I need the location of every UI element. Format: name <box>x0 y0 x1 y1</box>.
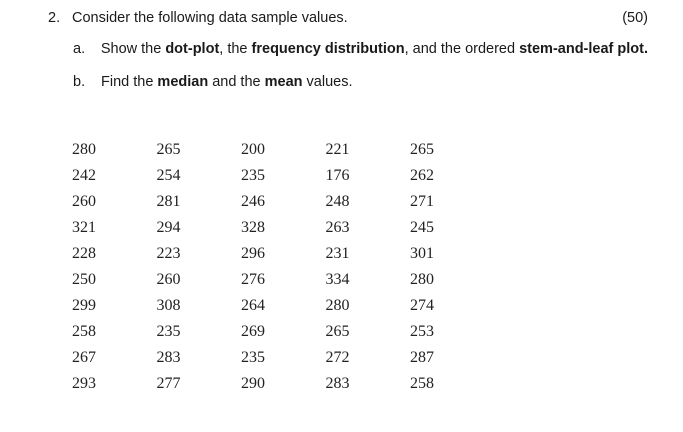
data-row <box>72 163 495 189</box>
data-value-cell: 269 <box>241 323 265 340</box>
bold-term: mean <box>264 74 303 90</box>
data-value-cell: 235 <box>241 167 265 184</box>
data-value-cell: 254 <box>156 167 181 184</box>
data-value-cell: 263 <box>325 219 350 236</box>
question-number: 2. <box>48 10 61 26</box>
data-value-cell: 262 <box>410 167 434 184</box>
data-value-cell: 223 <box>156 245 181 262</box>
text-segment: values. <box>302 74 353 90</box>
part-b-text <box>101 73 353 91</box>
data-value-cell: 245 <box>410 219 434 236</box>
data-value-cell: 293 <box>72 375 96 392</box>
data-value-cell: 294 <box>156 219 181 236</box>
data-value-cell: 299 <box>72 297 96 314</box>
data-value-cell: 274 <box>410 297 434 314</box>
question-block <box>48 9 648 91</box>
data-value-cell: 321 <box>72 219 96 236</box>
data-row <box>72 137 495 163</box>
data-value-cell: 290 <box>241 375 265 392</box>
data-value-cell: 271 <box>410 193 434 210</box>
data-value-cell: 272 <box>325 349 350 366</box>
data-value-cell: 253 <box>410 323 434 340</box>
text-segment: , and the ordered <box>404 41 520 57</box>
data-value-cell: 277 <box>156 375 181 392</box>
part-a-letter: a. <box>73 41 86 57</box>
data-row <box>72 371 495 397</box>
data-row <box>72 345 495 371</box>
bold-term: stem-and-leaf plot. <box>519 41 648 57</box>
data-value-cell: 301 <box>410 245 434 262</box>
data-values-table <box>72 137 495 397</box>
data-value-cell: 281 <box>156 193 181 210</box>
data-value-cell: 260 <box>72 193 96 210</box>
data-value-cell: 280 <box>325 297 350 314</box>
text-segment: Find the <box>101 74 158 90</box>
data-value-cell: 250 <box>72 271 96 288</box>
question-points: (50) <box>622 10 648 26</box>
bold-term: frequency distribution <box>251 41 405 57</box>
data-value-cell: 221 <box>325 141 350 158</box>
text-segment: Show the <box>100 41 166 57</box>
data-value-cell: 228 <box>72 245 96 262</box>
data-value-cell: 248 <box>325 193 350 210</box>
part-b <box>73 73 648 91</box>
data-value-cell: 280 <box>410 271 434 288</box>
data-value-cell: 265 <box>156 141 181 158</box>
data-value-cell: 283 <box>156 349 181 366</box>
data-value-cell: 267 <box>72 349 96 366</box>
data-value-cell: 264 <box>241 297 265 314</box>
question-header <box>48 9 648 27</box>
data-value-cell: 283 <box>325 375 350 392</box>
data-value-cell: 287 <box>410 349 434 366</box>
bold-term: dot-plot <box>165 41 220 57</box>
data-value-cell: 280 <box>72 141 96 158</box>
text-segment: and the <box>208 74 265 90</box>
data-value-cell: 260 <box>156 271 181 288</box>
part-a <box>73 40 648 58</box>
data-value-cell: 328 <box>241 219 265 236</box>
data-row <box>72 215 495 241</box>
data-value-cell: 231 <box>325 245 350 262</box>
data-value-cell: 265 <box>325 323 350 340</box>
part-b-letter: b. <box>73 74 86 90</box>
data-value-cell: 235 <box>241 349 265 366</box>
data-value-cell: 276 <box>241 271 265 288</box>
part-a-text <box>101 40 648 58</box>
data-value-cell: 308 <box>156 297 181 314</box>
data-value-cell: 334 <box>325 271 350 288</box>
data-row <box>72 293 495 319</box>
data-value-cell: 242 <box>72 167 96 184</box>
data-row <box>72 267 495 293</box>
data-row <box>72 189 495 215</box>
data-value-cell: 265 <box>410 141 434 158</box>
text-segment: , the <box>219 41 252 57</box>
data-value-cell: 235 <box>156 323 181 340</box>
data-value-cell: 246 <box>241 193 265 210</box>
data-value-cell: 176 <box>325 167 350 184</box>
data-value-cell: 258 <box>72 323 96 340</box>
data-value-cell: 296 <box>241 245 265 262</box>
bold-term: median <box>157 74 209 90</box>
data-value-cell: 258 <box>410 375 434 392</box>
data-row <box>72 241 495 267</box>
question-text: Consider the following data sample values. <box>72 10 348 26</box>
data-value-cell: 200 <box>241 141 265 158</box>
data-values-body <box>72 137 495 397</box>
data-row <box>72 319 495 345</box>
